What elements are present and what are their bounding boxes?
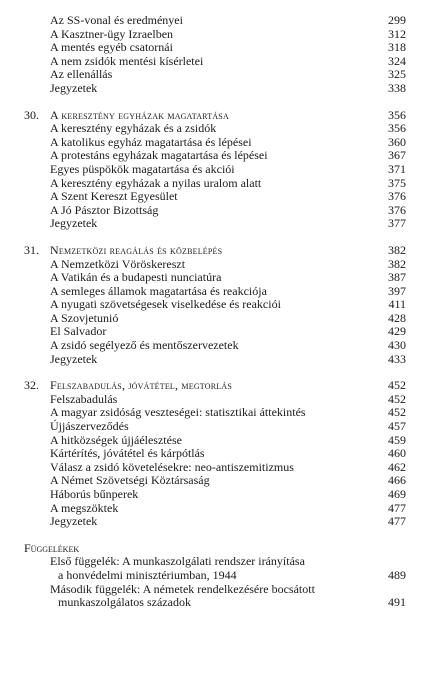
appendix-entry-line2: a honvédelmi minisztériumban, 1944 bbox=[58, 567, 237, 582]
toc-entry bbox=[24, 14, 406, 28]
chapter-heading bbox=[24, 109, 406, 123]
entry-label: Jegyzetek bbox=[50, 80, 98, 95]
toc-entry bbox=[24, 312, 406, 326]
page-number: 466 bbox=[388, 473, 406, 488]
entry-label: Egyes püspökök magatartása és akciói bbox=[50, 161, 235, 176]
appendix-entry-continued bbox=[24, 596, 406, 610]
toc-entry bbox=[24, 488, 406, 502]
appendix-heading-text: Függelékek bbox=[24, 540, 80, 555]
entry-label: A Szent Kereszt Egyesület bbox=[50, 189, 178, 204]
appendix-entry-line1: Második függelék: A németek rendelkezésére bocsátott bbox=[50, 581, 315, 596]
toc-entry bbox=[24, 55, 406, 69]
chapter-title: Felszabadulás, jóvátétel, megtorlás bbox=[50, 378, 232, 393]
page-number: 356 bbox=[388, 121, 406, 136]
toc-entry bbox=[24, 434, 406, 448]
page-number: 377 bbox=[388, 216, 406, 231]
entry-label: Az SS-vonal és eredményei bbox=[50, 13, 183, 27]
entry-label: Kártérítés, jóvátétel és kárpótlás bbox=[50, 446, 205, 461]
toc-entry bbox=[24, 515, 406, 529]
entry-label: A Német Szövetségi Köztársaság bbox=[50, 473, 210, 488]
toc-entry bbox=[24, 122, 406, 136]
entry-label: A katolikus egyház magatartása és lépései bbox=[50, 134, 252, 149]
entry-label: A Jó Pásztor Bizottság bbox=[50, 202, 159, 217]
entry-label: Jegyzetek bbox=[50, 216, 98, 231]
page-number: 433 bbox=[388, 351, 406, 366]
entry-label: A nyugati szövetségesek viselkedése és reakciói bbox=[50, 297, 281, 312]
toc-entry bbox=[24, 217, 406, 231]
entry-label: A keresztény egyházak a nyilas uralom alatt bbox=[50, 175, 262, 190]
entry-label: Felszabadulás bbox=[50, 391, 118, 406]
chapter-heading bbox=[24, 244, 406, 258]
chapter-number: 30. bbox=[24, 107, 39, 122]
entry-label: Háborús bűnperek bbox=[50, 487, 139, 501]
entry-label: A megszöktek bbox=[50, 500, 119, 515]
entry-label: A zsidó segélyező és mentőszervezetek bbox=[50, 338, 239, 353]
entry-label: Az ellenállás bbox=[50, 67, 113, 82]
table-of-contents bbox=[24, 14, 406, 610]
toc-entry bbox=[24, 190, 406, 204]
toc-entry bbox=[24, 339, 406, 353]
entry-label: A mentés egyéb csatornái bbox=[50, 40, 173, 55]
page-number: 411 bbox=[388, 297, 406, 312]
toc-entry bbox=[24, 82, 406, 96]
chapter-heading bbox=[24, 379, 406, 393]
appendix-entry bbox=[24, 555, 406, 569]
page-number: 371 bbox=[388, 161, 406, 176]
page-number: 387 bbox=[388, 270, 406, 285]
chapter-title: Nemzetközi reagálás és közbelépés bbox=[50, 242, 223, 257]
entry-label: A Vatikán és a budapesti nunciatúra bbox=[50, 270, 222, 285]
page-number: 462 bbox=[388, 459, 406, 474]
chapter-title: A keresztény egyházak magatartása bbox=[50, 107, 229, 122]
page-number: 324 bbox=[388, 53, 406, 68]
section-gap bbox=[24, 96, 406, 109]
entry-label: Jegyzetek bbox=[50, 351, 98, 366]
page-number: 382 bbox=[388, 242, 406, 257]
toc-entry bbox=[24, 474, 406, 488]
page-number: 452 bbox=[388, 391, 406, 406]
entry-label: Jegyzetek bbox=[50, 514, 98, 529]
entry-label: A keresztény egyházak és a zsidók bbox=[50, 121, 217, 136]
toc-entry bbox=[24, 136, 406, 150]
page-number: 376 bbox=[388, 202, 406, 217]
page-number: 367 bbox=[388, 148, 406, 163]
page-number: 338 bbox=[388, 80, 406, 95]
toc-entry bbox=[24, 28, 406, 42]
entry-label: A Nemzetközi Vöröskereszt bbox=[50, 256, 186, 271]
page-number: 477 bbox=[388, 514, 406, 529]
entry-label: A hitközségek újjáélesztése bbox=[50, 432, 182, 447]
entry-label: Válasz a zsidó követelésekre: neo-antiszemitizmus bbox=[50, 459, 294, 474]
toc-entry bbox=[24, 41, 406, 55]
entry-label: A protestáns egyházak magatartása és lépései bbox=[50, 148, 268, 163]
toc-entry bbox=[24, 163, 406, 177]
page-number: 469 bbox=[388, 487, 406, 501]
section-gap bbox=[24, 529, 406, 542]
appendix-entry-continued bbox=[24, 569, 406, 583]
page-number: 312 bbox=[388, 26, 406, 41]
toc-entry bbox=[24, 271, 406, 285]
page-number: 477 bbox=[388, 500, 406, 515]
toc-entry bbox=[24, 406, 406, 420]
toc-entry bbox=[24, 353, 406, 367]
page-number: 325 bbox=[388, 67, 406, 82]
page-number: 299 bbox=[388, 13, 406, 27]
appendix-entry-line2: munkaszolgálatos századok bbox=[58, 595, 191, 610]
appendix-entry-line1: Első függelék: A munkaszolgálati rendszer irányítása bbox=[50, 554, 305, 569]
toc-entry bbox=[24, 447, 406, 461]
entry-label: A nem zsidók mentési kísérletei bbox=[50, 53, 204, 68]
toc-entry bbox=[24, 149, 406, 163]
page-number: 375 bbox=[388, 175, 406, 190]
entry-label: A semleges államok magatartása és reakciója bbox=[50, 283, 267, 298]
toc-entry bbox=[24, 68, 406, 82]
page-number: 452 bbox=[388, 405, 406, 420]
entry-label: Újjászerveződés bbox=[50, 419, 129, 434]
entry-label: El Salvador bbox=[50, 324, 107, 339]
page-number: 376 bbox=[388, 189, 406, 204]
page-number: 397 bbox=[388, 283, 406, 298]
chapter-number: 31. bbox=[24, 242, 39, 257]
page-number: 491 bbox=[388, 595, 406, 610]
appendix-heading bbox=[24, 542, 406, 556]
section-gap bbox=[24, 231, 406, 244]
page-number: 489 bbox=[388, 567, 406, 582]
entry-label: A Szovjetunió bbox=[50, 310, 119, 325]
entry-label: A Kasztner-ügy Izraelben bbox=[50, 26, 174, 41]
toc-entry bbox=[24, 298, 406, 312]
page-number: 428 bbox=[388, 310, 406, 325]
toc-entry bbox=[24, 502, 406, 516]
page-number: 429 bbox=[388, 324, 406, 339]
appendix-entry bbox=[24, 583, 406, 597]
toc-entry bbox=[24, 204, 406, 218]
page-number: 430 bbox=[388, 338, 406, 353]
toc-entry bbox=[24, 258, 406, 272]
page-number: 360 bbox=[388, 134, 406, 149]
page-number: 459 bbox=[388, 432, 406, 447]
toc-entry bbox=[24, 461, 406, 475]
page-number: 452 bbox=[388, 378, 406, 393]
toc-entry bbox=[24, 420, 406, 434]
page-number: 382 bbox=[388, 256, 406, 271]
page-number: 318 bbox=[388, 40, 406, 55]
chapter-number: 32. bbox=[24, 378, 39, 393]
toc-entry bbox=[24, 177, 406, 191]
toc-entry bbox=[24, 393, 406, 407]
page-number: 457 bbox=[388, 419, 406, 434]
toc-entry bbox=[24, 325, 406, 339]
page-number: 460 bbox=[388, 446, 406, 461]
page-number: 356 bbox=[388, 107, 406, 122]
entry-label: A magyar zsidóság veszteségei: statisztikai áttekintés bbox=[50, 405, 306, 420]
toc-entry bbox=[24, 285, 406, 299]
